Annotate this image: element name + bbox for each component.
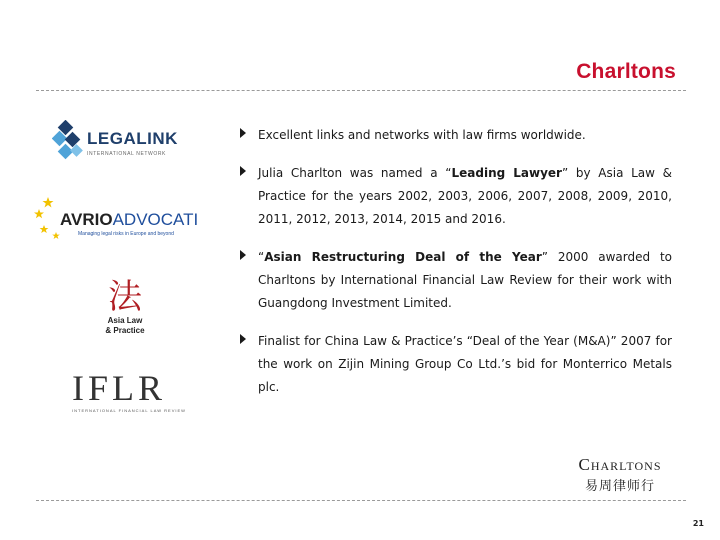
page-title: Charltons xyxy=(576,60,676,83)
bullet-text-pre: “ xyxy=(258,250,265,264)
bullet-text-bold: Asian Restructuring Deal of the Year xyxy=(264,250,542,264)
asia-law-glyph: 法 xyxy=(108,277,142,317)
footer-divider xyxy=(36,500,686,501)
bullet-text-pre: Julia Charlton was named a “ xyxy=(258,166,452,180)
iflr-tagline: INTERNATIONAL FINANCIAL LAW REVIEW xyxy=(72,408,186,413)
charltons-logo-name: Charltons xyxy=(578,455,662,474)
bullet-text-post: ” 2000 awarded to Charltons by International Financial Law Review for their work with Guangdong Investment Limited. xyxy=(258,250,672,310)
bullet-text xyxy=(258,246,672,315)
list-item xyxy=(240,124,672,147)
bullet-arrow-icon xyxy=(240,128,246,138)
asia-law-label-line2: & Practice xyxy=(105,326,145,335)
avrio-name-part2: ADVOCATI xyxy=(112,210,199,229)
charltons-logo-chinese: 易周律师行 xyxy=(584,479,655,494)
bullet-text: Finalist for China Law & Practice’s “Deal of the Year (M&A)” 2007 for the work on Zijin Mining Group Co Ltd.’s bid for Monterrico Metals plc. xyxy=(258,334,672,394)
charltons-logo xyxy=(560,455,680,494)
bullet-arrow-icon xyxy=(240,250,246,260)
asia-law-practice-logo xyxy=(94,278,156,348)
bullet-arrow-icon xyxy=(240,166,246,176)
bullet-text: Excellent links and networks with law firms worldwide. xyxy=(258,128,586,142)
legalink-emblem-icon xyxy=(52,120,86,162)
iflr-logo xyxy=(72,368,186,416)
avrio-advocati-name xyxy=(60,210,198,230)
iflr-name: IFLR xyxy=(72,368,167,408)
header-divider xyxy=(36,90,686,91)
asia-law-label-line1: Asia Law xyxy=(107,316,143,325)
list-item xyxy=(240,246,672,315)
bullet-arrow-icon xyxy=(240,334,246,344)
achievements-list xyxy=(240,124,672,414)
avrio-advocati-logo xyxy=(34,195,204,250)
bullet-text-bold: Leading Lawyer xyxy=(451,166,562,180)
legalink-name: LEGALINK xyxy=(87,129,178,148)
bullet-text-post: ” by Asia Law & Practice for the years 2002, 2003, 2006, 2007, 2008, 2009, 2010, 2011, 2012, 2013, 2014, 2015 and 2016. xyxy=(258,166,672,226)
legalink-tagline: INTERNATIONAL NETWORK xyxy=(87,151,166,157)
list-item xyxy=(240,330,672,399)
list-item xyxy=(240,162,672,231)
bullet-text xyxy=(258,162,672,231)
avrio-tagline: Managing legal risks in Europe and beyond xyxy=(78,231,174,237)
page-number: 21 xyxy=(692,519,704,528)
legalink-logo xyxy=(52,120,202,162)
avrio-name-part1: AVRIO xyxy=(60,210,113,229)
